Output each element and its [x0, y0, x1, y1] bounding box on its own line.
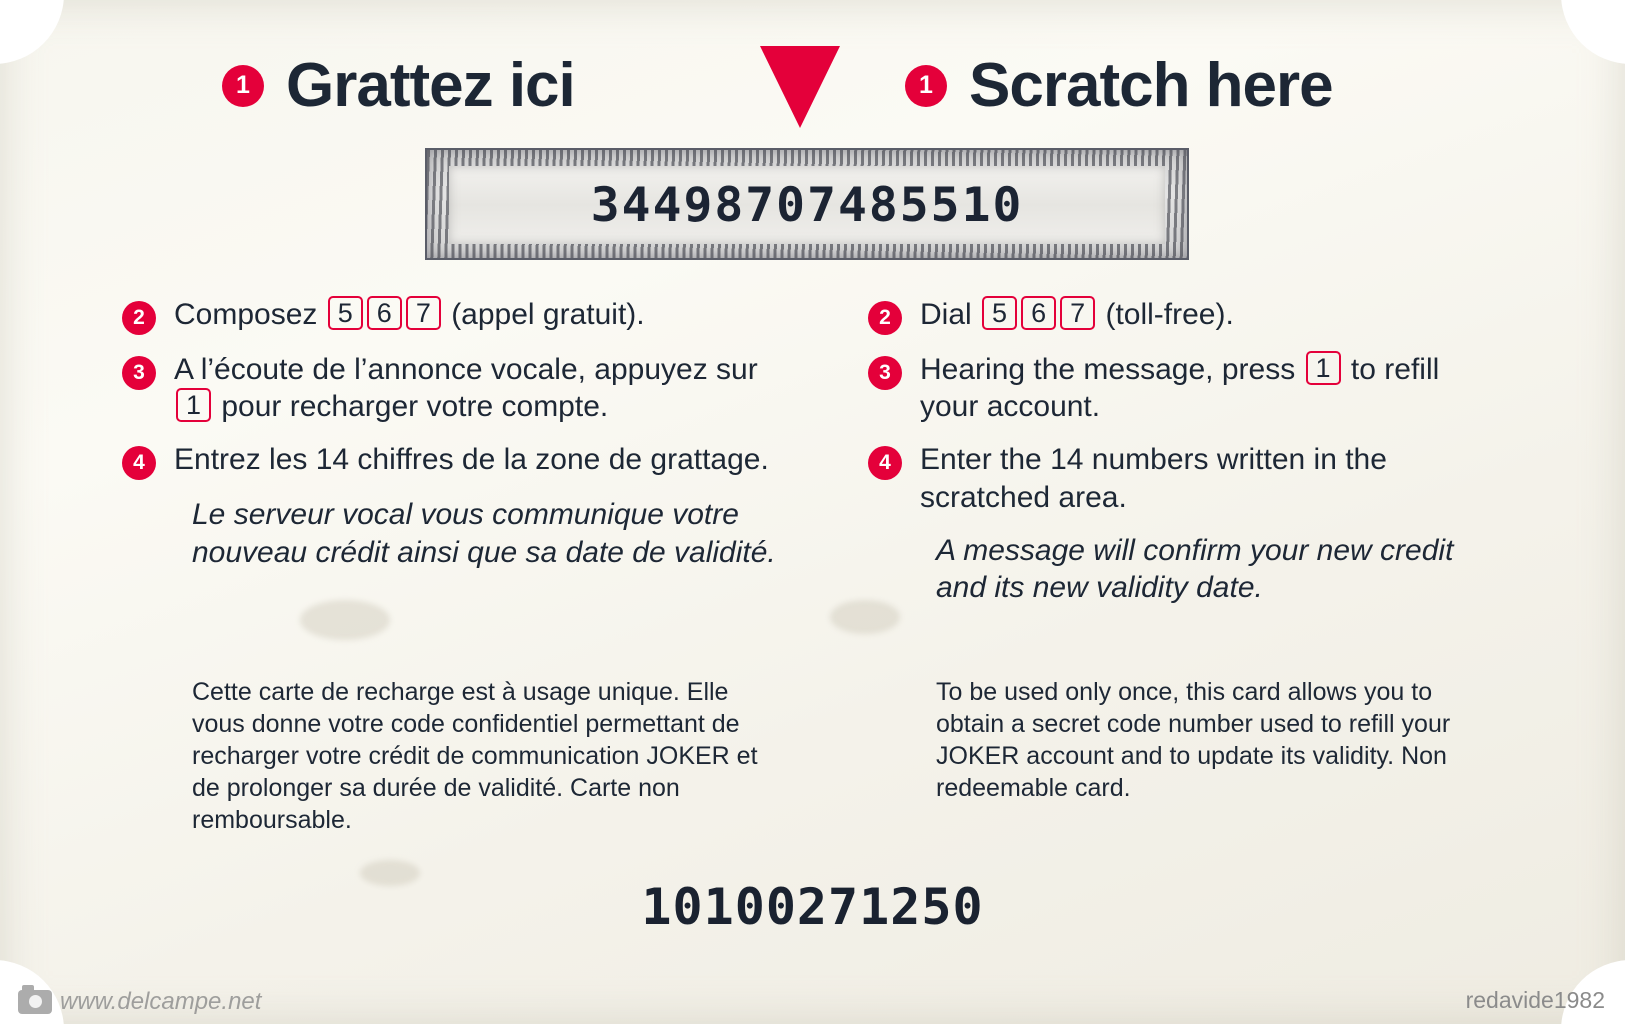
step-bullet-3-fr: 3 — [122, 356, 156, 390]
step-bullet-3-en: 3 — [868, 356, 902, 390]
step-4-text-en: Enter the 14 numbers written in the scratched area. — [920, 443, 1387, 514]
scan-blemish — [300, 600, 390, 640]
scratch-here-title-fr: Grattez ici — [286, 51, 575, 120]
step-3-en — [868, 351, 1498, 425]
step-3-suffix-fr: pour recharger votre compte. — [221, 390, 609, 424]
scratch-revealed-area — [449, 166, 1165, 244]
header-english — [905, 50, 1333, 121]
step-2-text-en — [920, 296, 1234, 333]
step-4-fr — [122, 441, 782, 480]
scratch-code: 34498707485510 — [590, 177, 1024, 233]
step-bullet-2-en: 2 — [868, 301, 902, 335]
step-3-suffix-en: to refill your account. — [920, 353, 1440, 424]
step-bullet-2-fr: 2 — [122, 301, 156, 335]
fine-print-fr: Cette carte de recharge est à usage unique. Elle vous donne votre code confidentiel permettant de recharger votre crédit de communication JOKER et de prolonger sa durée de validité. Carte non remboursable. — [192, 678, 758, 834]
header-french — [222, 50, 575, 121]
down-triangle-icon — [760, 46, 840, 128]
step-2-suffix-en: (toll-free). — [1105, 298, 1234, 331]
step-3-text-fr — [174, 351, 782, 425]
instructions-english — [868, 296, 1498, 607]
step-2-text-fr — [174, 296, 645, 333]
step-4-en — [868, 441, 1498, 515]
fine-print-en: To be used only once, this card allows you to obtain a secret code number used to refill your JOKER account and to update its validity. Non redeemable card. — [936, 678, 1451, 802]
step-2-prefix-fr: Composez — [174, 298, 318, 331]
scratch-panel[interactable] — [425, 148, 1189, 260]
keybox-1-fr: 1 — [176, 388, 211, 422]
keybox-6-fr: 6 — [367, 296, 402, 330]
step-bullet-4-en: 4 — [868, 446, 902, 480]
keybox-6-en: 6 — [1021, 296, 1056, 330]
user-watermark: redavide1982 — [1465, 987, 1605, 1013]
keybox-5-en: 5 — [982, 296, 1017, 330]
step-2-prefix-en: Dial — [920, 298, 972, 331]
step-3-prefix-en: Hearing the message, press — [920, 353, 1296, 386]
step-bullet-1-fr: 1 — [222, 65, 264, 107]
keybox-1-en: 1 — [1306, 351, 1341, 385]
instructions-french — [122, 296, 782, 571]
step-3-text-en — [920, 351, 1498, 425]
delcampe-watermark-text: www.delcampe.net — [60, 988, 262, 1015]
italic-note-fr: Le serveur vocal vous communique votre nouveau crédit ainsi que sa date de validité. — [192, 498, 776, 569]
camera-icon — [18, 990, 52, 1014]
step-2-en — [868, 296, 1498, 335]
step-2-suffix-fr: (appel gratuit). — [451, 298, 645, 331]
delcampe-watermark — [18, 988, 261, 1016]
step-2-fr — [122, 296, 782, 335]
step-bullet-1-en: 1 — [905, 65, 947, 107]
step-4-text-fr: Entrez les 14 chiffres de la zone de grattage. — [174, 443, 769, 477]
step-3-fr — [122, 351, 782, 425]
serial-number: 10100271250 — [641, 878, 984, 936]
italic-note-en: A message will confirm your new credit and its new validity date. — [936, 533, 1454, 605]
keybox-7-en: 7 — [1060, 296, 1095, 330]
keybox-7-fr: 7 — [406, 296, 441, 330]
keybox-5-fr: 5 — [328, 296, 363, 330]
scratch-here-title-en: Scratch here — [969, 51, 1333, 120]
step-3-prefix-fr: A l’écoute de l’annonce vocale, appuyez sur — [174, 353, 758, 386]
step-bullet-4-fr: 4 — [122, 446, 156, 480]
